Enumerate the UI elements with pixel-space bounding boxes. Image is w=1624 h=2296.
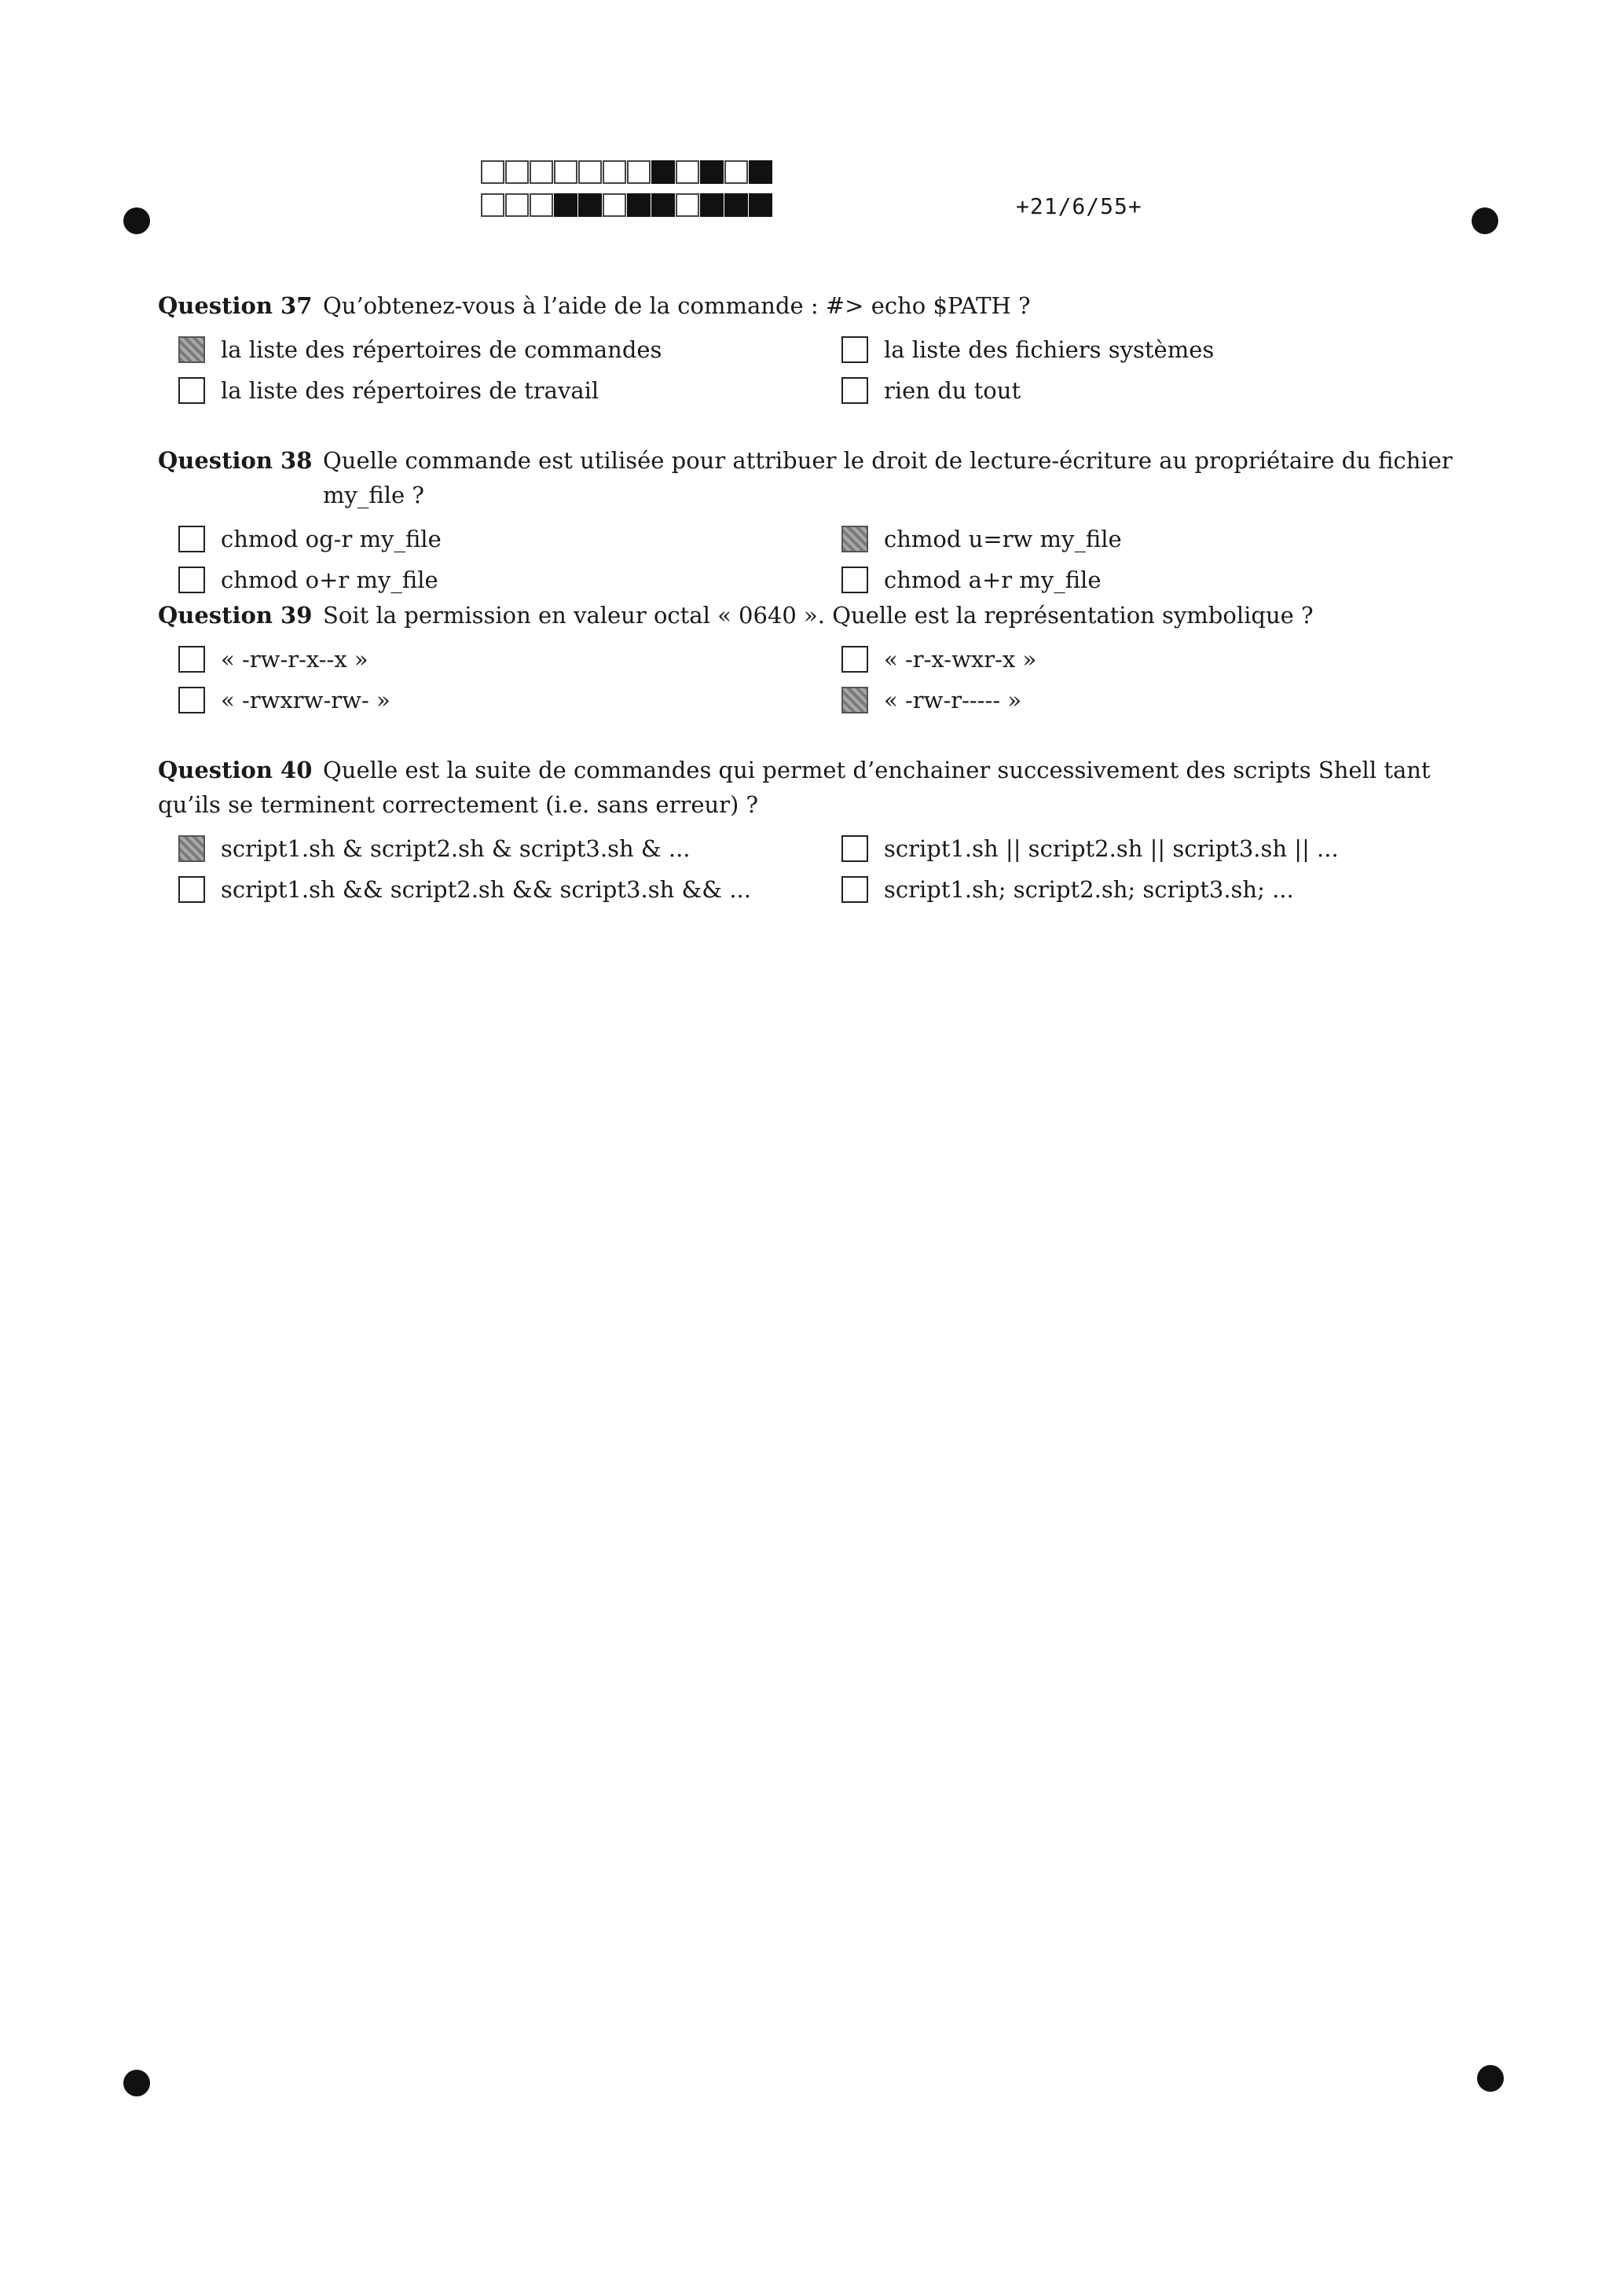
barcode-cell: [603, 160, 626, 184]
barcode-cell: [554, 160, 577, 184]
question-text: Quelle commande est utilisée pour attribuer le droit de lecture-écriture au propriétaire du fichier my_file ?: [323, 447, 1453, 508]
checkbox[interactable]: [841, 526, 868, 552]
barcode-cell: [481, 160, 504, 184]
answer-text: « -rw-r-x--x »: [221, 646, 368, 673]
checkbox[interactable]: [841, 646, 868, 673]
registration-mark-top-right: [1472, 207, 1498, 234]
barcode-cell: [530, 160, 553, 184]
answer-text: script1.sh; script2.sh; script3.sh; ...: [884, 876, 1294, 903]
answer-text: « -rw-r----- »: [884, 687, 1022, 713]
question-39: [158, 598, 1478, 722]
barcode-cell: [505, 160, 529, 184]
checkbox[interactable]: [178, 567, 205, 593]
answer-text: chmod a+r my_file: [884, 567, 1102, 593]
question-40: [158, 753, 1478, 911]
registration-mark-top-left: [123, 207, 150, 234]
registration-mark-bottom-left: [123, 2070, 150, 2096]
barcode-cell: [554, 193, 577, 217]
barcode-cell: [627, 193, 651, 217]
answer-option[interactable]: [178, 331, 662, 369]
answer-text: « -r-x-wxr-x »: [884, 646, 1037, 673]
barcode-cell: [749, 160, 772, 184]
answer-option[interactable]: [178, 561, 438, 599]
answer-option[interactable]: [841, 561, 1102, 599]
answer-option[interactable]: [841, 681, 1021, 719]
answer-text: « -rwxrw-rw- »: [221, 687, 390, 713]
checkbox[interactable]: [178, 876, 205, 903]
answer-option[interactable]: [178, 830, 691, 867]
answer-text: script1.sh || script2.sh || script3.sh || ...: [884, 835, 1339, 862]
barcode-cell: [676, 193, 699, 217]
answer-text: chmod u=rw my_file: [884, 526, 1122, 552]
barcode-cell: [627, 160, 651, 184]
question-text: Quelle est la suite de commandes qui permet d’enchainer successivement des scripts Shell tant qu’ils se terminent correctement (i.e. sans erreur) ?: [158, 757, 1431, 818]
answer-option[interactable]: [178, 372, 599, 409]
barcode-cell: [651, 193, 675, 217]
question-text: Soit la permission en valeur octal « 0640 ». Quelle est la représentation symbolique ?: [323, 602, 1314, 629]
answer-option[interactable]: [841, 520, 1122, 558]
answer-text: chmod og-r my_file: [221, 526, 442, 552]
barcode-cell: [578, 193, 602, 217]
answer-text: la liste des répertoires de travail: [221, 377, 599, 404]
answer-option[interactable]: [841, 372, 1021, 409]
answer-option[interactable]: [841, 830, 1339, 867]
answer-text: chmod o+r my_file: [221, 567, 438, 593]
checkbox[interactable]: [841, 336, 868, 363]
barcode-cell: [603, 193, 626, 217]
registration-mark-bottom-right: [1477, 2065, 1504, 2092]
barcode-cell: [530, 193, 553, 217]
barcode-cell: [651, 160, 675, 184]
question-text: Qu’obtenez-vous à l’aide de la commande : #> echo $PATH ?: [323, 292, 1031, 319]
barcode-row-2: [481, 193, 773, 217]
answer-option[interactable]: [178, 640, 368, 678]
barcode-cell: [578, 160, 602, 184]
checkbox[interactable]: [841, 377, 868, 404]
answer-option[interactable]: [841, 331, 1214, 369]
answer-text: script1.sh && script2.sh && script3.sh && ...: [221, 876, 751, 903]
question-label: Question 37: [158, 292, 313, 319]
question-label: Question 40: [158, 757, 313, 783]
checkbox[interactable]: [841, 876, 868, 903]
checkbox[interactable]: [178, 377, 205, 404]
answer-text: la liste des fichiers systèmes: [884, 336, 1215, 363]
checkbox[interactable]: [178, 687, 205, 713]
checkbox[interactable]: [841, 687, 868, 713]
answer-text: la liste des répertoires de commandes: [221, 336, 662, 363]
answer-option[interactable]: [178, 520, 442, 558]
answer-option[interactable]: [178, 871, 751, 908]
question-37: [158, 288, 1478, 413]
checkbox[interactable]: [841, 835, 868, 862]
barcode-cell: [749, 193, 772, 217]
barcode-row-1: [481, 160, 773, 184]
barcode-cell: [481, 193, 504, 217]
barcode-cell: [505, 193, 529, 217]
barcode-cell: [724, 193, 748, 217]
checkbox[interactable]: [178, 835, 205, 862]
checkbox[interactable]: [841, 567, 868, 593]
checkbox[interactable]: [178, 336, 205, 363]
barcode-cell: [676, 160, 699, 184]
answer-text: rien du tout: [884, 377, 1021, 404]
question-label: Question 38: [158, 447, 313, 474]
checkbox[interactable]: [178, 526, 205, 552]
answer-option[interactable]: [841, 640, 1036, 678]
question-label: Question 39: [158, 602, 313, 629]
barcode-cell: [700, 160, 724, 184]
answer-option[interactable]: [178, 681, 390, 719]
page-identifier: +21/6/55+: [1016, 193, 1142, 219]
barcode-cell: [700, 193, 724, 217]
checkbox[interactable]: [178, 646, 205, 673]
answer-text: script1.sh & script2.sh & script3.sh & ...: [221, 835, 691, 862]
question-38: [158, 443, 1478, 602]
barcode-cell: [724, 160, 748, 184]
answer-option[interactable]: [841, 871, 1294, 908]
